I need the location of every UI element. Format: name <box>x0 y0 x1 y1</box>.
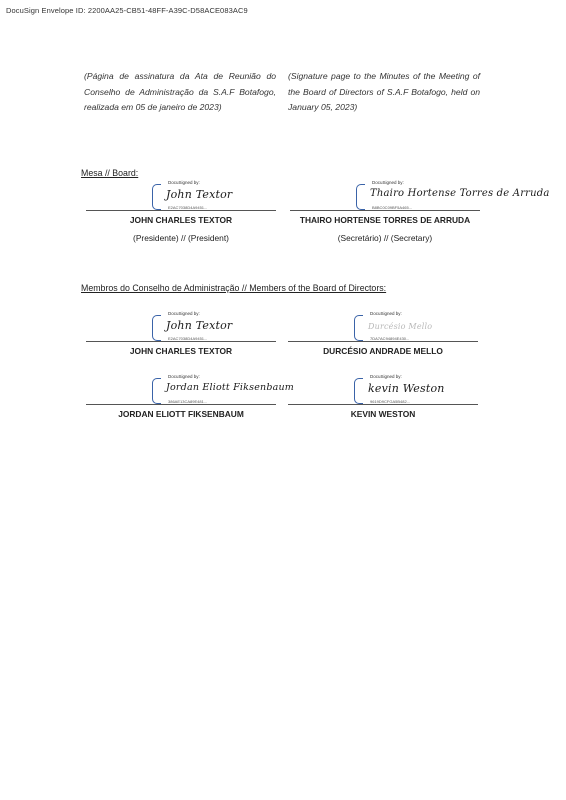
signature-line <box>86 404 276 405</box>
handwritten-signature: John Textor <box>166 188 233 201</box>
docusign-signature-box[interactable] <box>152 374 302 404</box>
docusign-bracket-icon <box>356 184 365 210</box>
intro-english: (Signature page to the Minutes of the Meeting of the Board of Directors of S.A.F Botafogo, held on January 05, 2023) <box>288 71 480 112</box>
handwritten-signature: John Textor <box>166 319 233 332</box>
signer-role: (Presidente) // (President) <box>133 233 229 243</box>
docusign-bracket-icon <box>152 378 161 404</box>
signature-caption: DocuSigned by: <box>370 374 402 379</box>
docusign-bracket-icon <box>354 315 363 341</box>
docusign-signature-box[interactable] <box>152 311 276 341</box>
signature-hash: 7DA7AC94894E430... <box>370 336 410 341</box>
signature-hash: 9619D9CFGA5B482... <box>370 399 411 404</box>
intro-paragraphs <box>84 69 480 116</box>
intro-portuguese: (Página de assinatura da Ata de Reunião do Conselho de Administração da S.A.F Botafogo, realizada em 05 de janeiro de 2023) <box>84 71 276 112</box>
signer-name: KEVIN WESTON <box>350 409 416 419</box>
handwritten-signature: Thairo Hortense Torres de Arruda <box>370 188 550 199</box>
signature-caption: DocuSigned by: <box>168 374 200 379</box>
signature-line <box>86 341 276 342</box>
docusign-signature-box[interactable] <box>354 311 478 341</box>
docusign-signature-box[interactable] <box>354 374 478 404</box>
signature-caption: DocuSigned by: <box>168 180 200 185</box>
docusign-signature-box[interactable] <box>152 180 276 210</box>
signature-caption: DocuSigned by: <box>370 311 402 316</box>
signer-name: JOHN CHARLES TEXTOR <box>129 346 233 356</box>
members-heading: Membros do Conselho de Administração // Members of the Board of Directors: <box>81 283 387 293</box>
handwritten-signature: Durcésio Mello <box>368 322 433 331</box>
board-heading: Mesa // Board: <box>81 168 139 178</box>
signature-line <box>288 341 478 342</box>
signer-name: DURCÉSIO ANDRADE MELLO <box>323 346 443 356</box>
docusign-bracket-icon <box>354 378 363 404</box>
signature-caption: DocuSigned by: <box>168 311 200 316</box>
signature-line <box>86 210 276 211</box>
docusign-bracket-icon <box>152 315 161 341</box>
signature-hash: 386AE13CA89E481... <box>168 399 208 404</box>
signature-line <box>290 210 480 211</box>
signer-role: (Secretário) // (Secretary) <box>337 233 433 243</box>
signature-hash: E2AC7038D4A9451... <box>168 336 208 341</box>
docusign-envelope-id: DocuSign Envelope ID: 2200AA25-CB51-48FF-A39C-D58ACE083AC9 <box>6 6 248 15</box>
docusign-signature-box[interactable] <box>356 180 556 210</box>
signer-name: THAIRO HORTENSE TORRES DE ARRUDA <box>299 215 471 225</box>
signer-name: JORDAN ELIOTT FIKSENBAUM <box>118 409 244 419</box>
signer-name: JOHN CHARLES TEXTOR <box>129 215 233 225</box>
signature-hash: E2AC7038D4A9451... <box>168 205 208 210</box>
docusign-bracket-icon <box>152 184 161 210</box>
signature-line <box>288 404 478 405</box>
handwritten-signature: Jordan Eliott Fiksenbaum <box>166 382 295 393</box>
handwritten-signature: kevin Weston <box>368 382 445 395</box>
signature-caption: DocuSigned by: <box>372 180 404 185</box>
signature-hash: B8BC0C09BF5A465... <box>372 205 413 210</box>
